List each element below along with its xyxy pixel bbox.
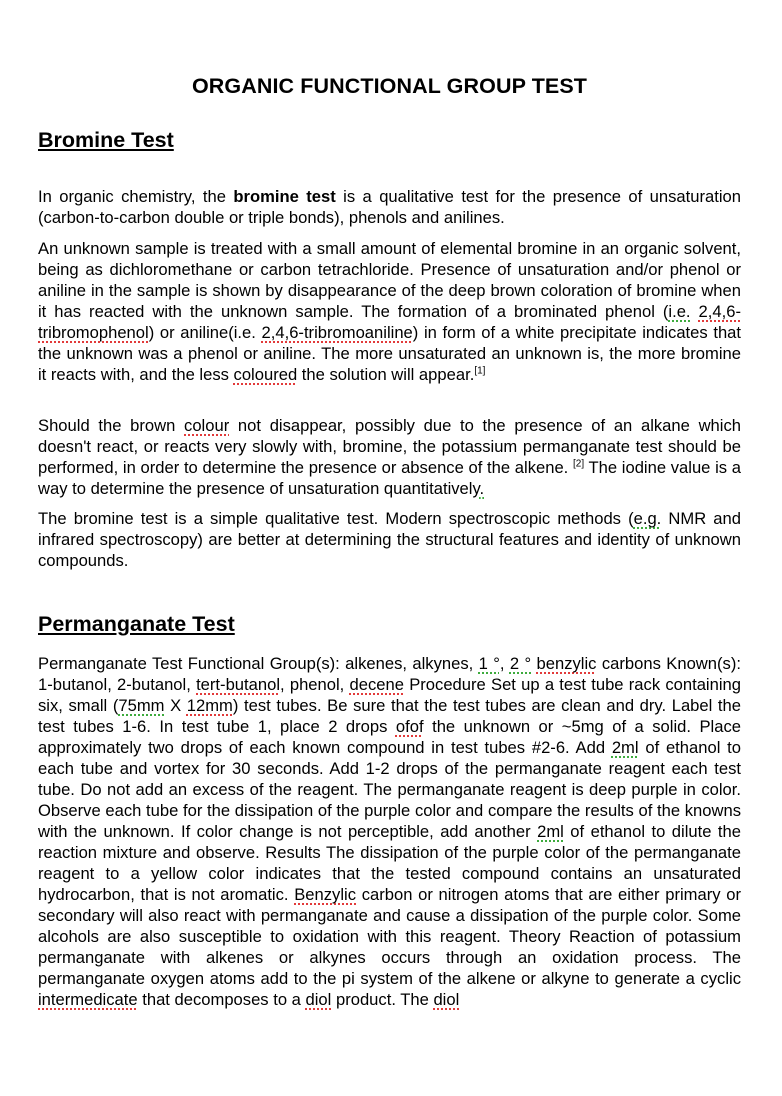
spell-flag-colour: colour: [184, 416, 230, 435]
bromine-paragraph-1: In organic chemistry, the bromine test is a qualitative test for the presence of unsaturation (carbon-to-carbon double or triple bonds), phenols and anilines.: [38, 187, 741, 227]
spell-flag-tribromophenol: 2,4,6-tribromophenol: [38, 302, 741, 342]
spell-flag-diol-2: diol: [433, 990, 460, 1009]
spell-flag-intermedicate: intermedicate: [38, 990, 138, 1009]
reference-2[interactable]: [2]: [572, 458, 585, 470]
grammar-flag-1deg: 1 °: [478, 654, 500, 673]
grammar-flag-75mm: 75mm: [118, 696, 165, 715]
bromine-paragraph-2: An unknown sample is treated with a small amount of elemental bromine in an organic solvent, being as dichloromethane or carbon tetrachloride. Presence of unsaturation and/or phenol or aniline in the sample is shown by disappearance of the deep brown coloration of bromine when it has reacted with the unknown sample. The formation of a brominated phenol (i.e. 2,4,6-tribromophenol) or aniline(i.e. 2,4,6-tribromoaniline) in form of a white precipitate indicates that the unknown was a phenol or aniline. The more unsaturated an unknown is, the more bromine it reacts with, and the less coloured the solution will appear.[1]: [38, 239, 742, 384]
spell-flag-benzylic: benzylic: [536, 654, 597, 673]
bromine-test-heading: Bromine Test: [38, 128, 174, 152]
bromine-test-bold: bromine test: [233, 187, 336, 206]
document-title: ORGANIC FUNCTIONAL GROUP TEST: [191, 74, 588, 98]
spell-flag-coloured: coloured: [233, 365, 298, 384]
spell-flag-tribromoaniline: 2,4,6-tribromoaniline: [261, 323, 413, 342]
bromine-paragraph-3: Should the brown colour not disappear, possibly due to the presence of an alkane which doesn't react, or reacts very slowly with, bromine, the potassium permanganate test should be performed, in order to determine the presence or absence of the alkene. [2] The iodine value is a way to determine the presence of unsaturation quantitatively.: [38, 416, 741, 498]
grammar-flag-2deg: 2 °: [509, 654, 532, 673]
permanganate-paragraph: Permanganate Test Functional Group(s): alkenes, alkynes, 1 °, 2 ° benzylic carbons Known(s): 1-butanol, 2-butanol, tert-butanol, phenol, decene Procedure Set up a test tube rack containing six, small (75mm X 12mm) test tubes. Be sure that the test tubes are clean and dry. Label the test tubes 1-6. In test tube 1, place 2 drops ofof the unknown or ~5mg of a solid. Place approximately two drops of each known compound in test tubes #2-6. Add 2ml of ethanol to each tube and vortex for 30 seconds. Add 1-2 drops of the permanganate reagent each test tube. Do not add an excess of the reagent. The permanganate reagent is deep purple in color. Observe each tube for the dissipation of the purple color and compare the results of the knowns with the unknown. If color change is not perceptible, add another 2ml of ethanol to dilute the reaction mixture and observe. Results The dissipation of the purple color of the permanganate reagent to a yellow color indicates that the tested compound contains an unsaturated hydrocarbon, that is not aromatic. Benzylic carbon or nitrogen atoms that are either primary or secondary will also react with permanganate and cause a dissipation of the purple color. Some alcohols are also susceptible to oxidation with this reagent. Theory Reaction of potassium permanganate with alkenes or alkynes occurs through an oxidation process. The permanganate oxygen atoms add to the pi system of the alkene or alkyne to generate a cyclic intermedicate that decomposes to a diol product. The diol: [38, 654, 741, 1009]
grammar-flag-ie: i.e.: [668, 302, 691, 321]
grammar-flag-eg: e.g.: [633, 509, 662, 528]
grammar-flag-period: .: [479, 479, 485, 498]
spell-flag-12mm: 12mm: [186, 696, 233, 715]
spell-flag-diol: diol: [305, 990, 332, 1009]
grammar-flag-2ml-second: 2ml: [537, 822, 564, 841]
spell-flag-benzylic-2: Benzylic: [294, 885, 357, 904]
spell-flag-decene: decene: [349, 675, 404, 694]
spell-flag-tert-butanol: tert-butanol: [196, 675, 281, 694]
bromine-paragraph-4: The bromine test is a simple qualitative test. Modern spectroscopic methods (e.g. NMR and infrared spectroscopy) are better at determining the structural features and identity of unknown compounds.: [38, 509, 741, 570]
reference-1[interactable]: [1]: [474, 365, 486, 377]
spell-flag-ofof: ofof: [395, 717, 424, 736]
grammar-flag-2ml-first: 2ml: [611, 738, 639, 757]
permanganate-test-heading: Permanganate Test: [38, 612, 235, 636]
